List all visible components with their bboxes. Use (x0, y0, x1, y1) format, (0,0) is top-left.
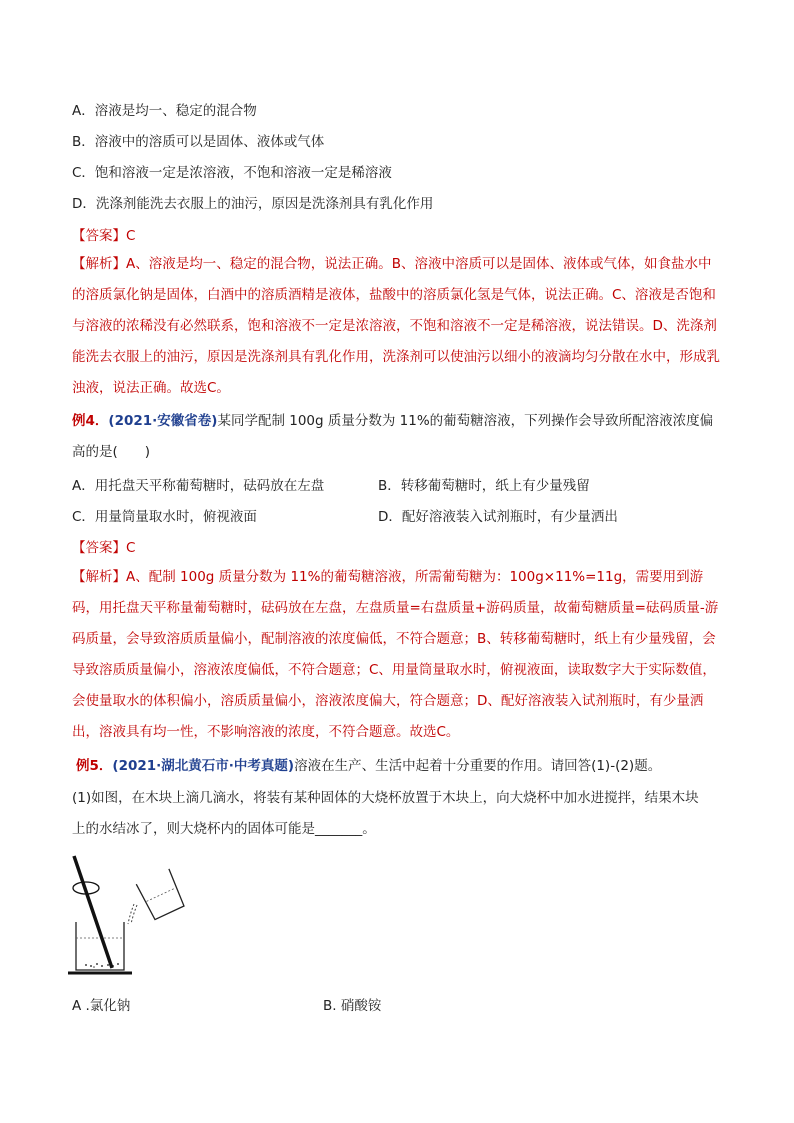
source-label: (2021·安徽省卷) (108, 413, 218, 429)
q3-option-a: A．溶液是均一、稳定的混合物 (72, 103, 257, 119)
q5-option-b: B. 硝酸铵 (323, 998, 382, 1014)
q3-answer (72, 226, 135, 246)
q4-option-d: D．配好溶液装入试剂瓶时，有少量洒出 (378, 509, 618, 525)
q3-option-c: C．饱和溶液一定是浓溶液，不饱和溶液一定是稀溶液 (72, 165, 392, 181)
q5-stem (76, 756, 661, 776)
q3-option-b: B．溶液中的溶质可以是固体、液体或气体 (72, 134, 325, 150)
answer-label: 【答案】 (72, 540, 126, 556)
beaker-diagram (64, 852, 194, 978)
q4-option-b: B．转移葡萄糖时，纸上有少量残留 (378, 478, 590, 494)
example-label: 例5． (76, 758, 113, 774)
analysis-text: A、溶液是均一、稳定的混合物，说法正确。B、溶液中溶质可以是固体、液体或气体，如食盐水中的溶质氯化钠是固体，白酒中的溶质酒精是液体，盐酸中的溶质氯化氢是气体，说法正确。C、溶液是否饱和与溶液的浓稀没有必然联系，饱和溶液不一定是浓溶液，不饱和溶液不一定是稀溶液，说法错误。D、洗涤剂能洗去衣服上的油污，原因是洗涤剂具有乳化作用，洗涤剂可以使油污以细小的液滴均匀分散在水中，形成乳浊液，说法正确。故选C。 (72, 256, 720, 396)
q5-sub1-line2: 上的水结冰了，则大烧杯内的固体可能是_______。 (72, 821, 376, 837)
stem-text: 某同学配制 100g 质量分数为 11%的葡萄糖溶液，下列操作会导致所配溶液浓度偏高的是( ) (72, 413, 714, 460)
source-label: (2021·湖北黄石市·中考真题) (112, 758, 295, 774)
example-label: 例4． (72, 413, 109, 429)
analysis-label: 【解析】 (72, 256, 126, 272)
analysis-text: A、配制 100g 质量分数为 11%的葡萄糖溶液，所需葡萄糖为：100g×11%=11g，需要用到游码，用托盘天平称量葡萄糖时，砝码放在左盘，左盘质量=右盘质量+游码质量，故葡萄糖质量=砝码质量-游码质量，会导致溶质质量偏小，配制溶液的浓度偏低，不符合题意；B、转移葡萄糖时，纸上有少量残留，会导致溶质质量偏小，溶液浓度偏低，不符合题意；C、用量筒量取水时，俯视液面，读取数字大于实际数值，会使量取水的体积偏小，溶质质量偏小，溶液浓度偏大，符合题意；D、配好溶液装入试剂瓶时，有少量洒出，溶液具有均一性，不影响溶液的浓度，不符合题意。故选C。 (72, 569, 719, 740)
q4-stem (72, 406, 724, 468)
answer-label: 【答案】 (72, 228, 126, 244)
stem-text: 溶液在生产、生活中起着十分重要的作用。请回答(1)-(2)题。 (294, 758, 662, 774)
answer-value: C (126, 228, 136, 244)
q4-analysis (72, 562, 724, 748)
analysis-label: 【解析】 (72, 569, 126, 585)
q5-option-a: A .氯化钠 (72, 998, 131, 1014)
q4-answer (72, 538, 135, 558)
q4-option-a: A．用托盘天平称葡萄糖时，砝码放在左盘 (72, 478, 325, 494)
q3-option-d: D．洗涤剂能洗去衣服上的油污，原因是洗涤剂具有乳化作用 (72, 196, 434, 212)
q5-sub1-line1: (1)如图，在木块上滴几滴水，将装有某种固体的大烧杯放置于木块上，向大烧杯中加水进搅拌，结果木块 (72, 790, 699, 806)
q4-option-c: C．用量筒量取水时，俯视液面 (72, 509, 257, 525)
answer-value: C (126, 540, 136, 556)
q3-analysis (72, 249, 724, 404)
